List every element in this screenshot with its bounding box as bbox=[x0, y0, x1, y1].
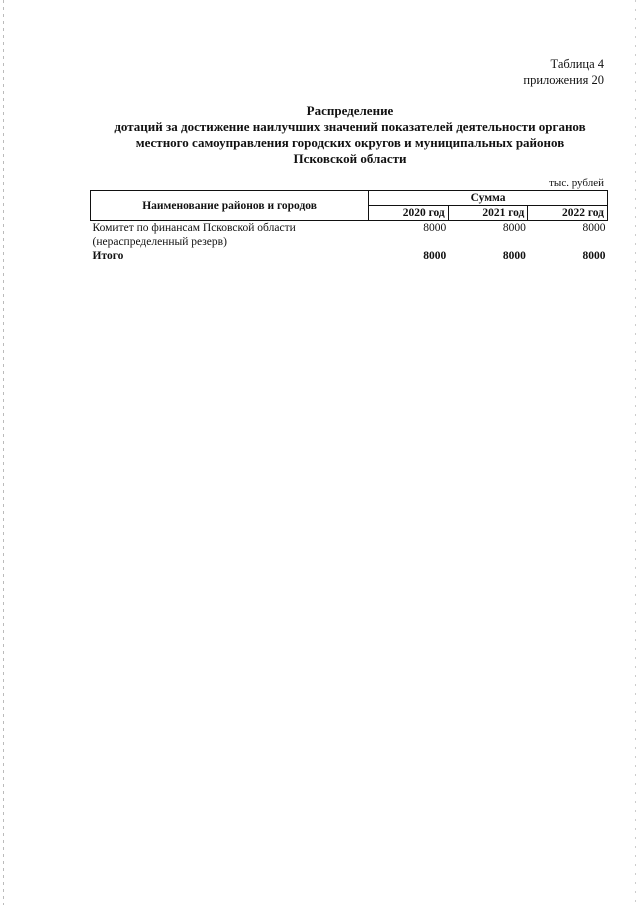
row-name bbox=[91, 221, 369, 250]
table-reference bbox=[523, 56, 604, 88]
row-value-2022: 8000 bbox=[582, 222, 606, 234]
column-header-year-2022: 2022 год bbox=[528, 206, 608, 221]
total-value-2020: 8000 bbox=[423, 250, 447, 262]
total-row bbox=[91, 249, 608, 263]
table-number: Таблица 4 bbox=[550, 57, 604, 71]
scan-edge-right bbox=[635, 0, 636, 905]
total-value-2022: 8000 bbox=[582, 250, 606, 262]
row-value-2021: 8000 bbox=[502, 222, 526, 234]
column-header-name: Наименование районов и городов bbox=[91, 191, 369, 221]
scan-edge-left bbox=[3, 0, 4, 905]
units-label: тыс. рублей bbox=[549, 177, 604, 189]
title-line-1: Распределение bbox=[306, 103, 394, 118]
title-line-3: местного самоуправления городских округов и муниципальных районов bbox=[135, 135, 565, 150]
total-value-2021: 8000 bbox=[502, 250, 526, 262]
title-line-4: Псковской области bbox=[293, 151, 407, 166]
total-label: Итого bbox=[92, 250, 124, 262]
column-header-sum: Сумма bbox=[369, 191, 608, 206]
document-title bbox=[90, 103, 610, 167]
distribution-table bbox=[90, 190, 608, 263]
row-value-2020: 8000 bbox=[423, 222, 447, 234]
appendix-number: приложения 20 bbox=[523, 73, 604, 87]
column-header-year-2021: 2021 год bbox=[448, 206, 528, 221]
title-line-2: дотаций за достижение наилучших значений показателей деятельности органов bbox=[114, 119, 586, 134]
row-name-line-2: (нераспределенный резерв) bbox=[92, 236, 227, 248]
column-header-year-2020: 2020 год bbox=[369, 206, 449, 221]
row-name-line-1: Комитет по финансам Псковской области bbox=[92, 222, 296, 234]
table-row bbox=[91, 221, 608, 250]
